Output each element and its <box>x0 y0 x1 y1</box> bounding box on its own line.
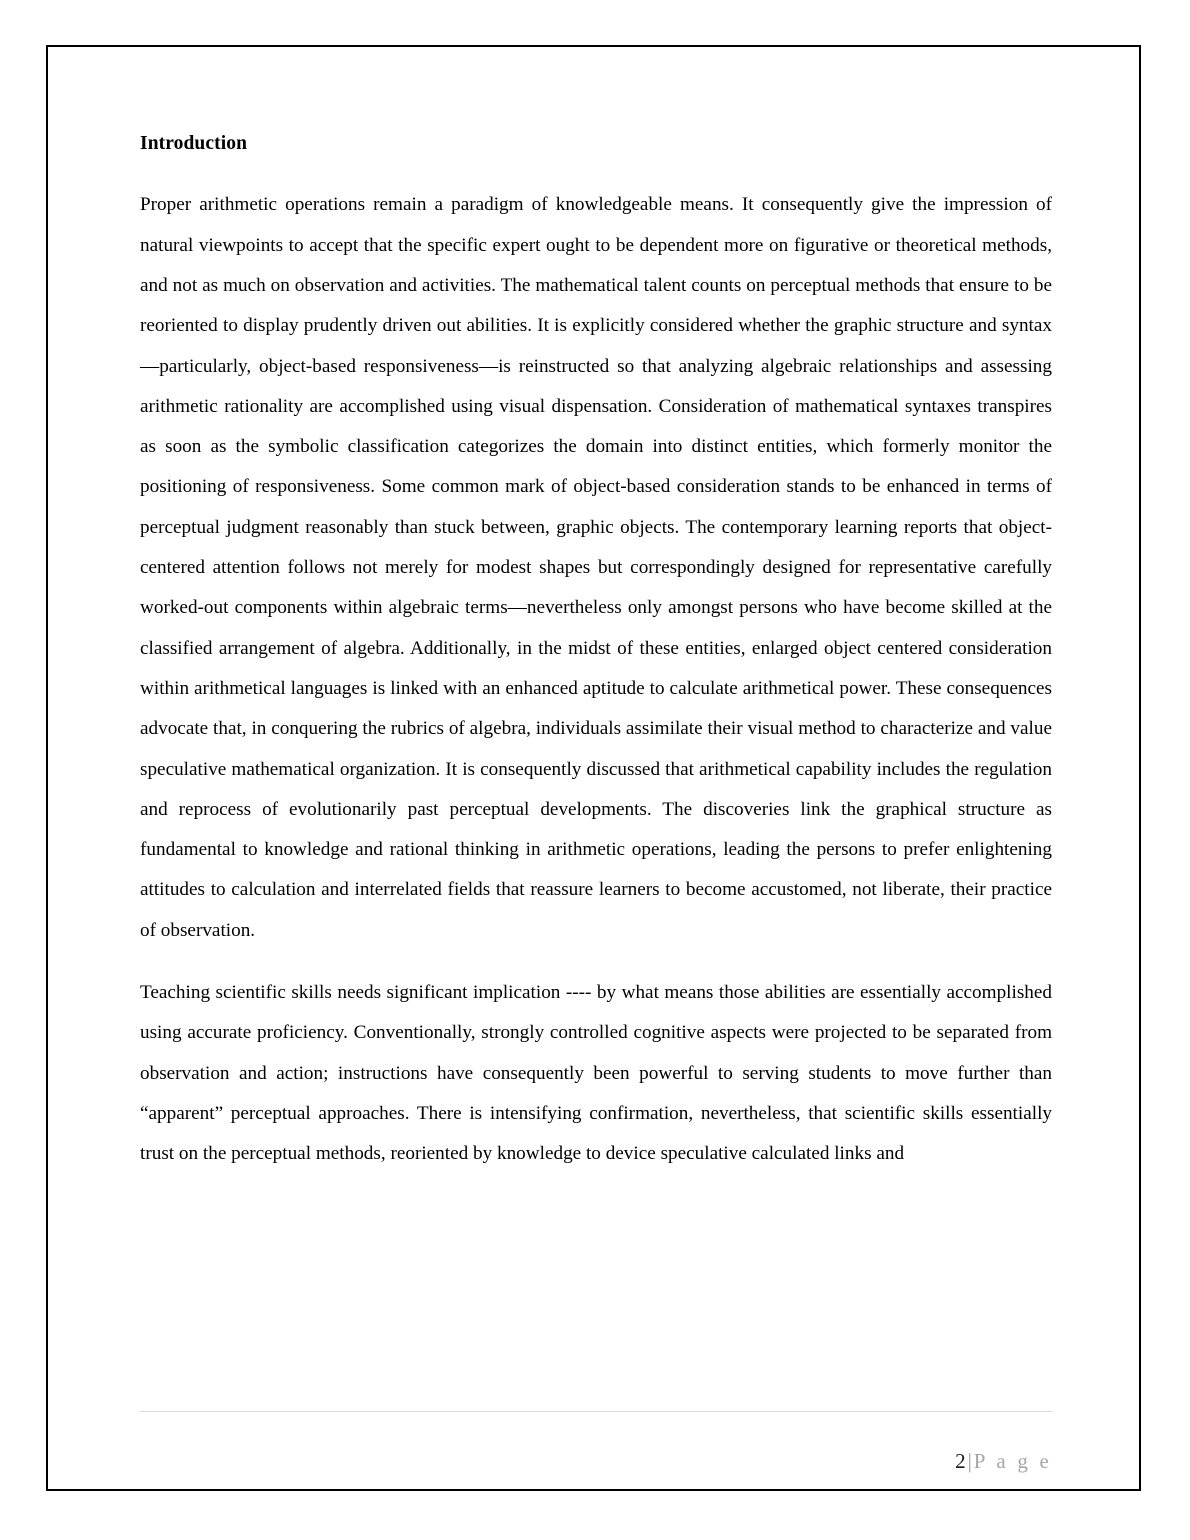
page-title: Introduction <box>140 133 248 154</box>
body-paragraph: Proper arithmetic operations remain a paradigm of knowledgeable means. It consequently give the impression of natural viewpoints to accept that the specific expert ought to be dependent more on figurative or theoretical methods, and not as much on observation and activities. The mathematical talent counts on perceptual methods that ensure to be reoriented to display prudently driven out abilities. It is explicitly considered whether the graphic structure and syntax—particularly, object-based responsiveness—is reinstructed so that analyzing algebraic relationships and assessing arithmetic rationality are accomplished using visual dispensation. Consideration of mathematical syntaxes transpires as soon as the symbolic classification categorizes the domain into distinct entities, which formerly monitor the positioning of responsiveness. Some common mark of object-based consideration stands to be enhanced in terms of perceptual judgment reasonably than stuck between, graphic objects. The contemporary learning reports that object-centered attention follows not merely for modest shapes but correspondingly designed for representative carefully worked-out components within algebraic terms—nevertheless only amongst persons who have become skilled at the classified arrangement of algebra. Additionally, in the midst of these entities, enlarged object centered consideration within arithmetical languages is linked with an enhanced aptitude to calculate arithmetical power. These consequences advocate that, in conquering the rubrics of algebra, individuals assimilate their visual method to characterize and value speculative mathematical organization. It is consequently discussed that arithmetical capability includes the regulation and reprocess of evolutionarily past perceptual developments. The discoveries link the graphical structure as fundamental to knowledge and rational thinking in arithmetic operations, leading the persons to prefer enlightening attitudes to calculation and interrelated fields that reassure learners to become accustomed, not liberate, their practice of observation. <box>140 194 1052 941</box>
page-number-footer <box>140 1424 1052 1500</box>
footer-divider <box>140 1411 1052 1412</box>
page-footer <box>140 1411 1052 1500</box>
footer-separator: | <box>967 1449 972 1474</box>
document-content <box>140 132 1052 1175</box>
footer-page-number: 2 <box>955 1449 966 1474</box>
body-paragraph: Teaching scientific skills needs significant implication ---- by what means those abilities are essentially accomplished using accurate proficiency. Conventionally, strongly controlled cognitive aspects were projected to be separated from observation and action; instructions have consequently been powerful to serving students to move further than “apparent” perceptual approaches. There is intensifying confirmation, nevertheless, that scientific skills essentially trust on the perceptual methods, reoriented by knowledge to device speculative calculated links and <box>140 982 1052 1165</box>
footer-page-label: P a g e <box>973 1449 1052 1474</box>
page-border-frame <box>46 45 1141 1491</box>
